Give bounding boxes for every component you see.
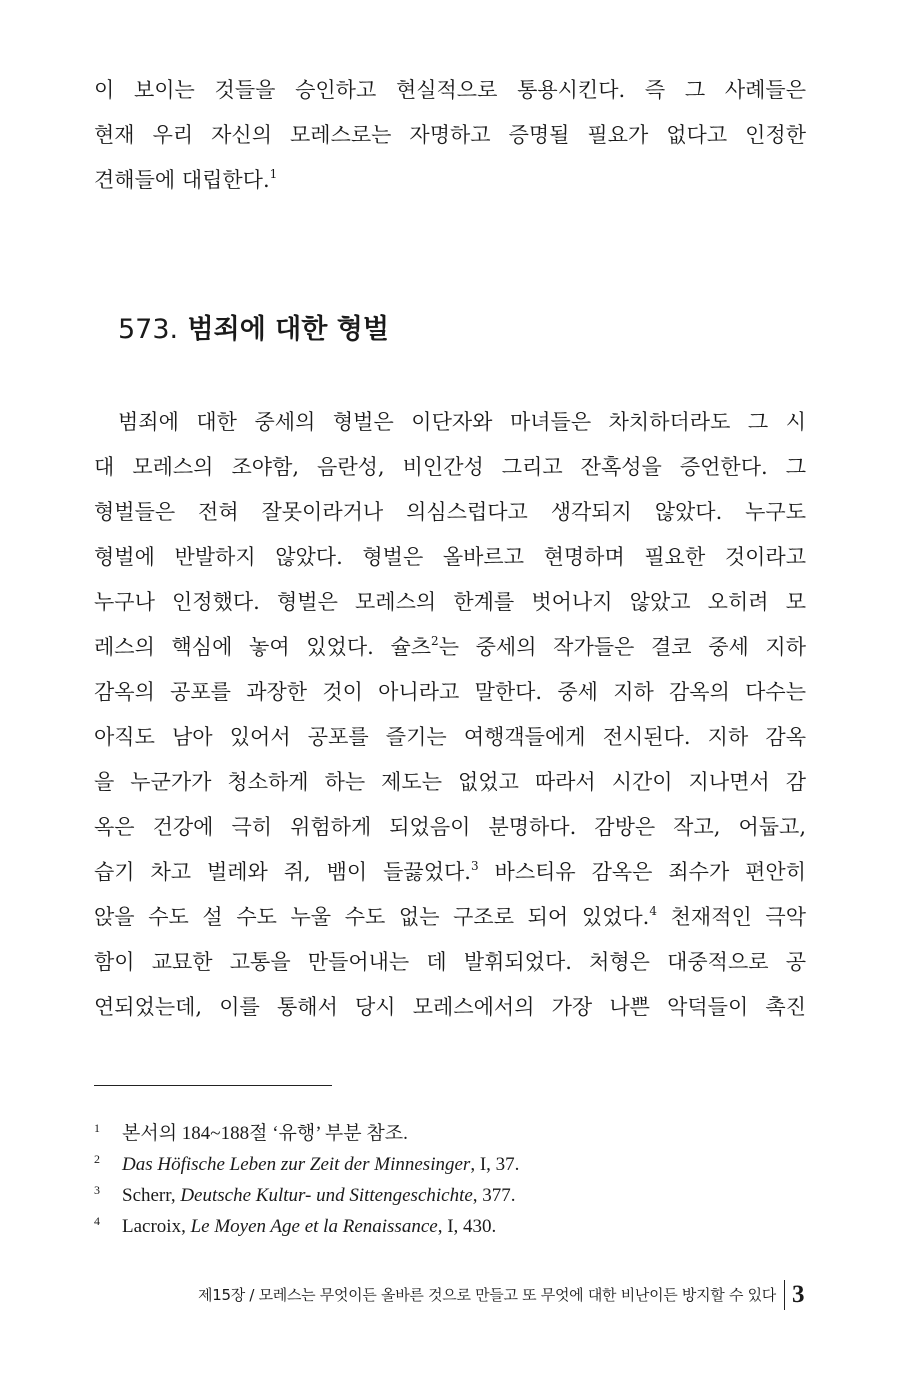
body-line: 범죄에 대한 중세의 형벌은 이단자와 마녀들은 차치하더라도 그 시 bbox=[118, 410, 806, 434]
footnote-number: 1 bbox=[94, 1121, 100, 1135]
intro-line: 현재 우리 자신의 모레스로는 자명하고 증명될 필요가 없다고 인정한 bbox=[94, 123, 806, 147]
body-line: 형벌들은 전혀 잘못이라거나 의심스럽다고 생각되지 않았다. 누구도 bbox=[94, 500, 806, 524]
footnote-1 bbox=[94, 1122, 806, 1146]
body-text: 바스티유 감옥은 죄수가 편안히 bbox=[478, 860, 807, 884]
body-line: 옥은 건강에 극히 위험하게 되었음이 분명하다. 감방은 작고, 어둡고, bbox=[94, 815, 806, 839]
footnote-author: Scherr, bbox=[122, 1185, 181, 1206]
section-number: 573. bbox=[118, 314, 179, 345]
footnote-title: Deutsche Kultur- und Sittengeschichte bbox=[180, 1185, 473, 1206]
footnote-citation: , I, 37. bbox=[470, 1154, 520, 1175]
footnote-citation: , 377. bbox=[472, 1185, 516, 1206]
body-line: 대 모레스의 조야함, 음란성, 비인간성 그리고 잔혹성을 증언한다. 그 bbox=[94, 455, 806, 479]
footnote-text bbox=[122, 1215, 496, 1239]
footer-divider bbox=[784, 1280, 785, 1310]
body-line: 을 누군가가 청소하게 하는 제도는 없었고 따라서 시간이 지나면서 감 bbox=[94, 770, 806, 794]
footnote-title: Le Moyen Age et la Renaissance bbox=[190, 1216, 438, 1237]
footnote-2 bbox=[94, 1153, 806, 1177]
intro-line-last bbox=[94, 166, 806, 194]
footnote-number: 2 bbox=[94, 1152, 100, 1166]
footnote-text bbox=[122, 1184, 516, 1208]
body-text: 천재적인 극악 bbox=[657, 905, 806, 929]
page-number: 3 bbox=[792, 1281, 805, 1308]
footnote-text bbox=[122, 1153, 519, 1177]
body-line: 감옥의 공포를 과장한 것이 아니라고 말한다. 중세 지하 감옥의 다수는 bbox=[94, 680, 806, 704]
body-text: 습기 차고 벌레와 쥐, 뱀이 들끓었다. bbox=[94, 860, 471, 884]
intro-line-text: 견해들에 대립한다. bbox=[94, 168, 270, 192]
page-footer bbox=[0, 1280, 900, 1310]
footnote-number: 4 bbox=[94, 1214, 100, 1228]
footnote-ref-4: 4 bbox=[649, 904, 658, 918]
body-line bbox=[94, 858, 806, 886]
footnote-number: 3 bbox=[94, 1183, 100, 1197]
body-text: 앉을 수도 설 수도 누울 수도 없는 구조로 되어 있었다. bbox=[94, 905, 650, 929]
body-line: 함이 교묘한 고통을 만들어내는 데 발휘되었다. 처형은 대중적으로 공 bbox=[94, 950, 806, 974]
section-title: 범죄에 대한 형벌 bbox=[187, 314, 389, 345]
section-heading bbox=[118, 310, 389, 350]
footnote-citation: , I, 430. bbox=[437, 1216, 497, 1237]
body-text: 는 중세의 작가들은 결코 중세 지하 bbox=[438, 635, 806, 659]
footnote-title: Das Höfische Leben zur Zeit der Minnesinger bbox=[122, 1154, 471, 1175]
running-head: 제15장 / 모레스는 무엇이든 올바른 것으로 만들고 또 무엇에 대한 비난이든 방지할 수 있다 bbox=[198, 1286, 776, 1304]
body-line: 아직도 남아 있어서 공포를 즐기는 여행객들에게 전시된다. 지하 감옥 bbox=[94, 725, 806, 749]
footnote-ref-1: 1 bbox=[269, 167, 278, 181]
body-text: 레스의 핵심에 놓여 있었다. 슐츠 bbox=[94, 635, 432, 659]
body-line bbox=[94, 903, 806, 931]
body-line: 누구나 인정했다. 형벌은 모레스의 한계를 벗어나지 않았고 오히려 모 bbox=[94, 590, 806, 614]
footnote-ref-2: 2 bbox=[431, 634, 439, 648]
intro-line: 이 보이는 것들을 승인하고 현실적으로 통용시킨다. 즉 그 사례들은 bbox=[94, 78, 806, 102]
footnote-author: Lacroix, bbox=[122, 1216, 191, 1237]
body-line: 연되었는데, 이를 통해서 당시 모레스에서의 가장 나쁜 악덕들이 촉진 bbox=[94, 995, 806, 1019]
footnote-divider bbox=[94, 1085, 332, 1086]
body-line: 형벌에 반발하지 않았다. 형벌은 올바르고 현명하며 필요한 것이라고 bbox=[94, 545, 806, 569]
footnote-ref-3: 3 bbox=[470, 859, 479, 873]
footnote-4 bbox=[94, 1215, 806, 1239]
footnote-text: 본서의 184~188절 ‘유행’ 부분 참조. bbox=[122, 1123, 408, 1144]
body-line bbox=[94, 633, 806, 661]
footnote-3 bbox=[94, 1184, 806, 1208]
